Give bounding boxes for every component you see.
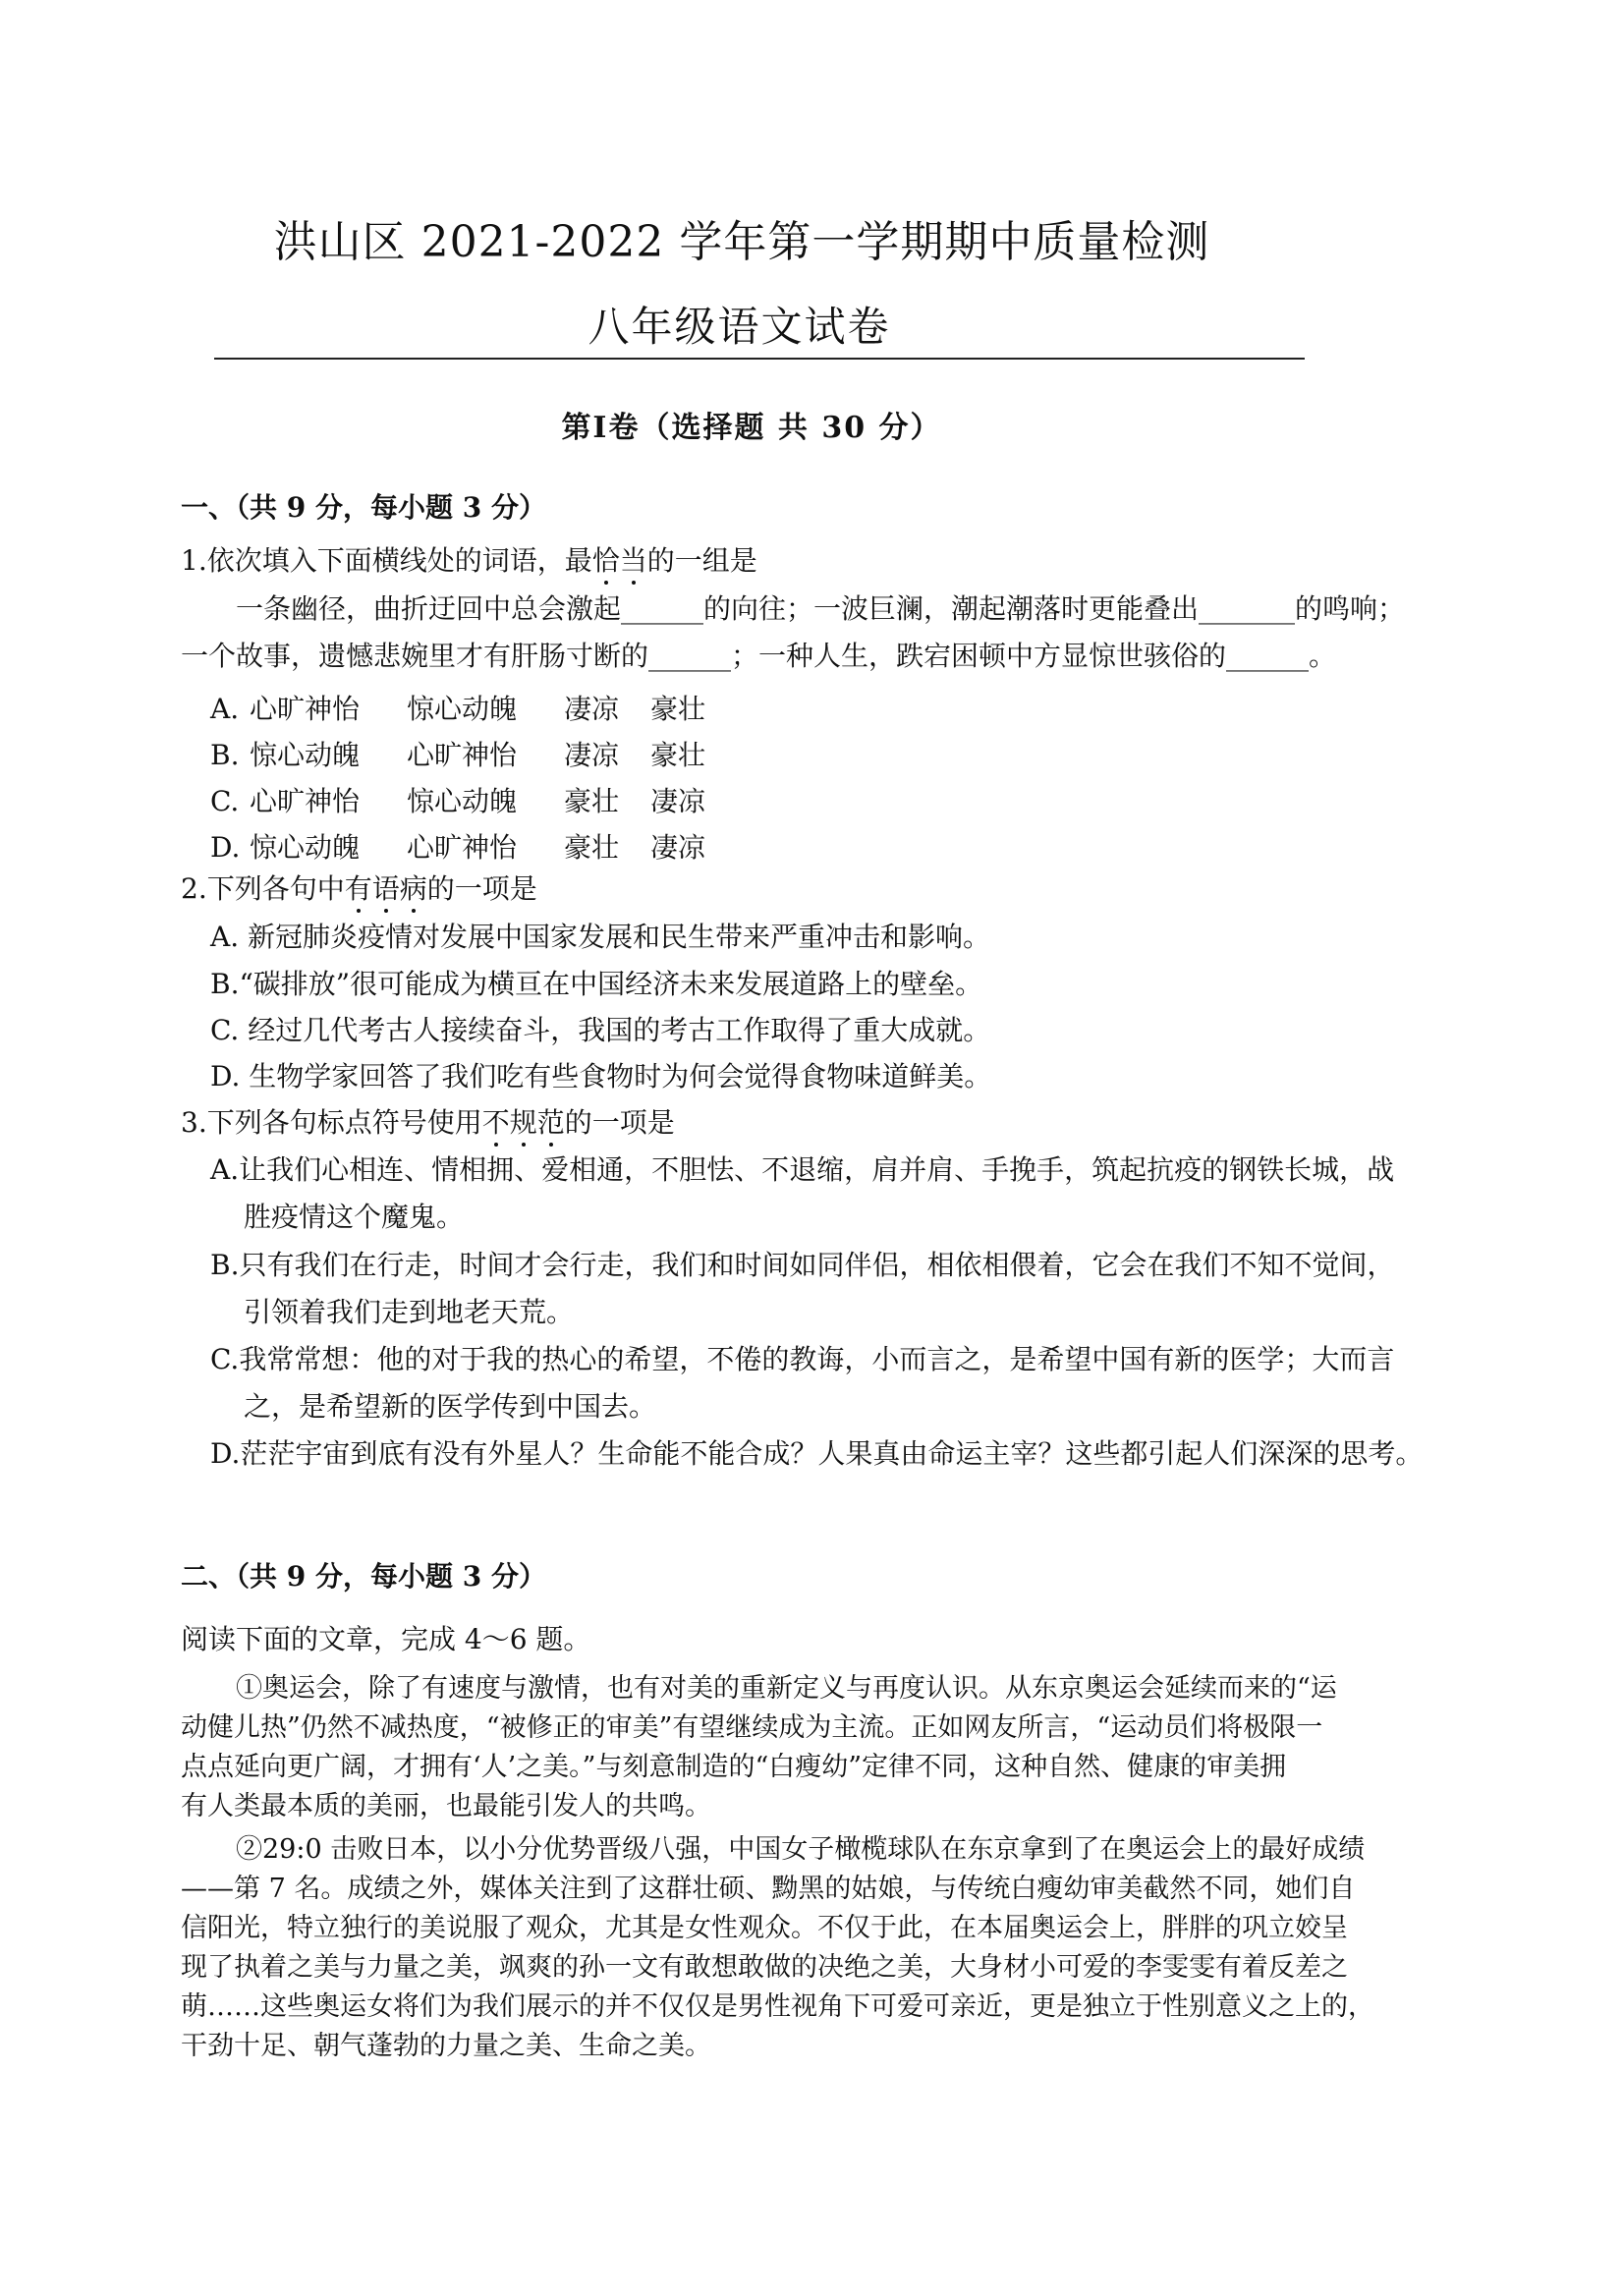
passage-para2-line: 干劲十足、朝气蓬勃的力量之美、生命之美。	[181, 2031, 711, 2061]
q1-stem-start: 1.依次填入下面横线处的词语，最	[181, 544, 592, 577]
q3-stem-start: 3.下列各句标点符号使用	[181, 1106, 482, 1139]
option-word: 凄凉	[650, 785, 706, 817]
q3-option-a-line2: 胜疫情这个魔鬼。	[244, 1201, 465, 1233]
option-word: 惊心动魄	[250, 831, 361, 864]
q2-stem	[181, 872, 537, 906]
option-word: 心旷神怡	[250, 693, 361, 725]
option-word: 豪壮	[650, 739, 706, 771]
q3-stem-end: 的一项是	[564, 1106, 675, 1139]
passage-para1-line: ①奥运会，除了有速度与激情，也有对美的重新定义与再度认识。从东京奥运会延续而来的“运	[236, 1673, 1337, 1704]
exam-title: 洪山区 2021-2022 学年第一学期期中质量检测	[273, 217, 1210, 267]
title-divider	[214, 358, 1305, 360]
q2-option-c: C. 经过几代考古人接续奋斗，我国的考古工作取得了重大成就。	[210, 1014, 991, 1046]
option-letter: D.	[210, 831, 241, 864]
q3-emphasis-char: 不	[481, 1106, 510, 1139]
option-word: 豪壮	[650, 693, 706, 725]
q2-emphasis-char: 病	[399, 872, 427, 905]
part2-heading: 二、（共 9 分，每小题 3 分）	[181, 1560, 546, 1593]
part2-instruction: 阅读下面的文章，完成 4～6 题。	[181, 1623, 591, 1655]
exam-subtitle: 八年级语文试卷	[588, 303, 891, 351]
q2-option-b: B.“碳排放”很可能成为横亘在中国经济未来发展道路上的壁垒。	[210, 968, 983, 1000]
part1-heading: 一、（共 9 分，每小题 3 分）	[181, 491, 546, 524]
option-letter: B.	[210, 739, 240, 771]
q3-option-c-line2: 之，是希望新的医学传到中国去。	[244, 1390, 657, 1423]
q1-option-b	[210, 734, 705, 773]
q1-body-line: 一条幽径，曲折迂回中总会激起______的向往；一波巨澜，潮起潮落时更能叠出_______的鸣响；	[236, 592, 1406, 625]
q2-emphasis-char: 语	[371, 872, 400, 905]
q2-stem-end: 的一项是	[426, 872, 537, 905]
option-word: 惊心动魄	[407, 693, 518, 725]
passage-para2-line: 信阳光，特立独行的美说服了观众，尤其是女性观众。不仅于此，在本届奥运会上，胖胖的巩立姣呈	[181, 1913, 1348, 1943]
q1-option-a	[210, 688, 705, 727]
q1-emphasis-char: 当	[619, 544, 647, 577]
q3-stem	[181, 1106, 675, 1140]
option-letter: C.	[210, 785, 240, 817]
q1-body-line: 一个故事，遗憾悲婉里才有肝肠寸断的______；一种人生，跌宕困顿中方显惊世骇俗的______。	[181, 640, 1337, 672]
q2-option-a: A. 新冠肺炎疫情对发展中国家发展和民生带来严重冲击和影响。	[210, 921, 991, 953]
passage-para1-line: 点点延向更广阔，才拥有‘人’之美。”与刻意制造的“白瘦幼”定律不同，这种自然、健康的审美拥	[181, 1752, 1287, 1782]
passage-para1-line: 动健儿热”仍然不减热度，“被修正的审美”有望继续成为主流。正如网友所言，“运动员们将极限一	[181, 1712, 1323, 1743]
passage-para1-line: 有人类最本质的美丽，也最能引发人的共鸣。	[181, 1791, 711, 1821]
q2-option-d: D. 生物学家回答了我们吃有些食物时为何会觉得食物味道鲜美。	[210, 1060, 992, 1092]
passage-para2-line: 萌……这些奥运女将们为我们展示的并不仅仅是男性视角下可爱可亲近，更是独立于性别意义之上的，	[181, 1991, 1374, 2022]
option-word: 心旷神怡	[250, 785, 361, 817]
q3-emphasis-char: 范	[536, 1106, 565, 1139]
passage-para2-line: 现了执着之美与力量之美，飒爽的孙一文有敢想敢做的决绝之美，大身材小可爱的李雯雯有着反差之	[181, 1952, 1348, 1983]
q3-option-b-line2: 引领着我们走到地老天荒。	[244, 1296, 575, 1328]
passage-para2-line: ②29:0 击败日本，以小分优势晋级八强，中国女子橄榄球队在东京拿到了在奥运会上的最好成绩	[236, 1834, 1366, 1865]
option-word: 惊心动魄	[250, 739, 361, 771]
q2-emphasis-char: 有	[344, 872, 372, 905]
q1-option-d	[210, 826, 705, 866]
q2-stem-start: 2.下列各句中	[181, 872, 345, 905]
option-letter: A.	[210, 693, 240, 725]
q1-stem	[181, 544, 757, 578]
q1-option-c	[210, 780, 705, 819]
option-word: 心旷神怡	[407, 739, 518, 771]
volume-title: 第Ⅰ卷（选择题 共 30 分）	[561, 411, 942, 445]
option-word: 凄凉	[650, 831, 706, 864]
option-word: 凄凉	[564, 693, 620, 725]
q1-stem-end: 的一组是	[646, 544, 757, 577]
q3-option-a-line1: A.让我们心相连、情相拥、爱相通，不胆怯、不退缩，肩并肩、手挽手，筑起抗疫的钢铁长城，战	[210, 1153, 1395, 1186]
q1-emphasis-char: 恰	[591, 544, 620, 577]
q3-option-c-line1: C.我常常想：他的对于我的热心的希望，不倦的教诲，小而言之，是希望中国有新的医学；大而言	[210, 1343, 1395, 1375]
option-word: 心旷神怡	[407, 831, 518, 864]
option-word: 豪壮	[564, 785, 620, 817]
option-word: 凄凉	[564, 739, 620, 771]
q3-option-d-line1: D.茫茫宇宙到底有没有外星人？生命能不能合成？人果真由命运主宰？这些都引起人们深深的思考。	[210, 1437, 1424, 1470]
q3-emphasis-char: 规	[509, 1106, 537, 1139]
option-word: 豪壮	[564, 831, 620, 864]
passage-para2-line: ——第 7 名。成绩之外，媒体关注到了这群壮硕、黝黑的姑娘，与传统白瘦幼审美截然不同，她们自	[181, 1874, 1356, 1904]
q3-option-b-line1: B.只有我们在行走，时间才会行走，我们和时间如同伴侣，相依相偎着，它会在我们不知不觉间，	[210, 1249, 1395, 1281]
option-word: 惊心动魄	[407, 785, 518, 817]
